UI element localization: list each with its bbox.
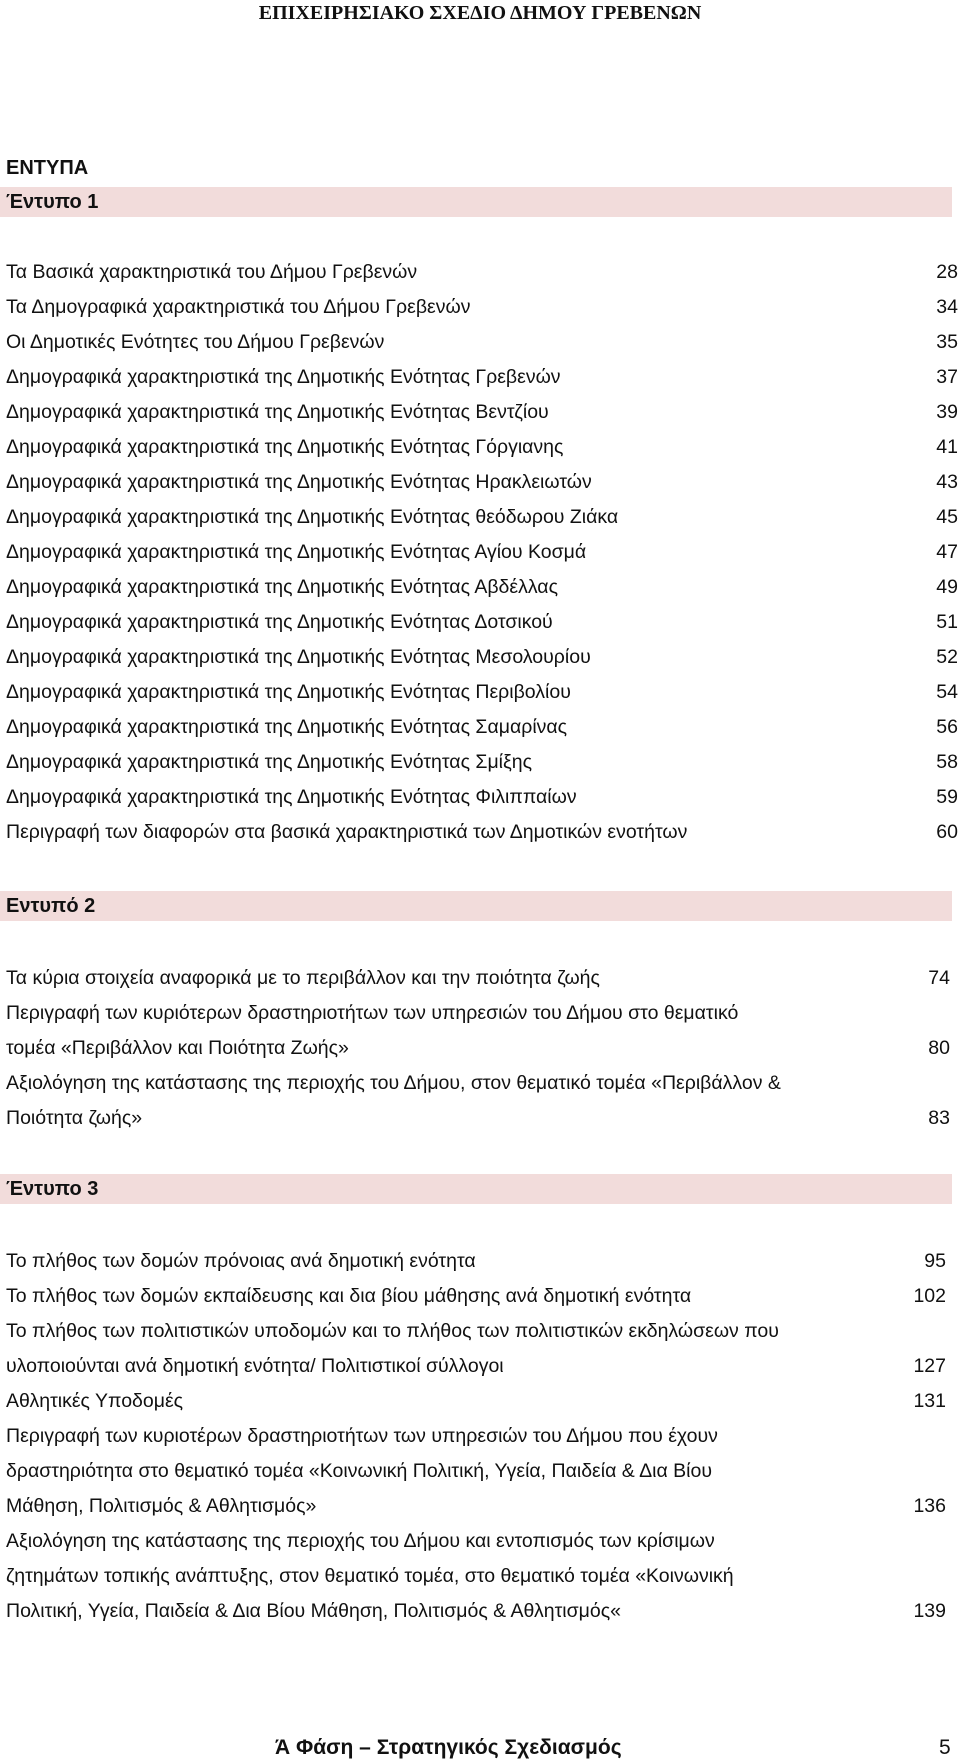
toc-entry-page-number: 28 xyxy=(936,261,958,283)
toc-entry-title: Δημογραφικά χαρακτηριστικά της Δημοτικής Ενότητας Σμίξης xyxy=(6,751,532,773)
toc-entry xyxy=(0,640,960,675)
toc-entry-page-number: 45 xyxy=(936,506,958,528)
toc-entry xyxy=(0,605,960,640)
footer-page-number: 5 xyxy=(939,1736,951,1759)
toc-list-section-1 xyxy=(0,255,960,850)
toc-entry-page-number: 95 xyxy=(924,1250,946,1272)
section-heading-entypo-3: Έντυπο 3 xyxy=(0,1174,952,1204)
toc-entry-title: δραστηριότητα στο θεματικό τομέα «Κοινωνική Πολιτική, Υγεία, Παιδεία & Δια Βίου xyxy=(6,1460,713,1482)
toc-entry-title: Μάθηση, Πολιτισμός & Αθλητισμός» xyxy=(6,1495,317,1517)
toc-entry-page-number: 37 xyxy=(936,366,958,388)
toc-entry-title: Περιγραφή των κυριοτέρων δραστηριοτήτων των υπηρεσιών του Δήμου που έχουν xyxy=(6,1425,718,1447)
toc-entry-title: Περιγραφή των κυριότερων δραστηριοτήτων των υπηρεσιών του Δήμου στο θεματικό xyxy=(6,1002,739,1024)
toc-entry xyxy=(0,325,960,360)
toc-entry-page-number: 43 xyxy=(936,471,958,493)
toc-entry-title: Δημογραφικά χαρακτηριστικά της Δημοτικής Ενότητας Αγίου Κοσμά xyxy=(6,541,587,563)
toc-entry-page-number: 47 xyxy=(936,541,958,563)
toc-entry xyxy=(0,1419,960,1524)
toc-entry-page-number: 34 xyxy=(936,296,958,318)
toc-entry-title: Αξιολόγηση της κατάστασης της περιοχής του Δήμου και εντοπισμός των κρίσιμων xyxy=(6,1530,715,1552)
toc-entry xyxy=(0,780,960,815)
toc-entry xyxy=(0,675,960,710)
header-title: ΕΠΙΧΕΙΡΗΣΙΑΚΟ ΣΧΕΔΙΟ ΔΗΜΟΥ ΓΡΕΒΕΝΩΝ xyxy=(258,2,702,24)
toc-entry-page-number: 102 xyxy=(913,1285,946,1307)
toc-entry xyxy=(0,1244,960,1279)
toc-entry-page-number: 60 xyxy=(936,821,958,843)
toc-entry-page-number: 49 xyxy=(936,576,958,598)
toc-entry xyxy=(0,570,960,605)
toc-entry-title: ζητημάτων τοπικής ανάπτυξης, στον θεματικό τομέα, στο θεματικό τομέα «Κοινωνική xyxy=(6,1565,734,1587)
footer-phase-title: Ά Φάση – Στρατηγικός Σχεδιασμός xyxy=(275,1736,622,1759)
toc-entry-title: Δημογραφικά χαρακτηριστικά της Δημοτικής Ενότητας Μεσολουρίου xyxy=(6,646,591,668)
toc-entry xyxy=(0,996,960,1066)
toc-entry xyxy=(0,1279,960,1314)
toc-entry xyxy=(0,535,960,570)
toc-entry-page-number: 136 xyxy=(913,1495,946,1517)
toc-entry-page-number: 74 xyxy=(928,967,950,989)
toc-entry-title: Δημογραφικά χαρακτηριστικά της Δημοτικής Ενότητας Γρεβενών xyxy=(6,366,561,388)
toc-entry-title: Δημογραφικά χαρακτηριστικά της Δημοτικής Ενότητας Σαμαρίνας xyxy=(6,716,568,738)
toc-entry xyxy=(0,430,960,465)
toc-entry xyxy=(0,255,960,290)
toc-entry-title: Δημογραφικά χαρακτηριστικά της Δημοτικής Ενότητας Δοτσικού xyxy=(6,611,553,633)
toc-entry-page-number: 83 xyxy=(928,1107,950,1129)
toc-list-section-3 xyxy=(0,1244,960,1629)
toc-entry xyxy=(0,290,960,325)
toc-entry-title: Τα Δημογραφικά χαρακτηριστικά του Δήμου Γρεβενών xyxy=(6,296,471,318)
toc-entry xyxy=(0,395,960,430)
section-heading-entypo-1: Έντυπο 1 xyxy=(0,187,952,217)
toc-entry xyxy=(0,961,960,996)
toc-entry-page-number: 59 xyxy=(936,786,958,808)
toc-entry-page-number: 139 xyxy=(913,1600,946,1622)
toc-entry-title: Δημογραφικά χαρακτηριστικά της Δημοτικής Ενότητας Περιβολίου xyxy=(6,681,571,703)
toc-entry-title: Οι Δημοτικές Ενότητες του Δήμου Γρεβενών xyxy=(6,331,385,353)
toc-entry-title: Το πλήθος των πολιτιστικών υποδομών και το πλήθος των πολιτιστικών εκδηλώσεων που xyxy=(6,1320,779,1342)
toc-entry-title: Δημογραφικά χαρακτηριστικά της Δημοτικής Ενότητας Φιλιππαίων xyxy=(6,786,577,808)
toc-entry xyxy=(0,1524,960,1629)
toc-entry-title: τομέα «Περιβάλλον και Ποιότητα Ζωής» xyxy=(6,1037,349,1059)
toc-entry xyxy=(0,1314,960,1384)
section-heading-entypo-2: Εντυπό 2 xyxy=(0,891,952,921)
toc-entry-title: Πολιτική, Υγεία, Παιδεία & Δια Βίου Μάθηση, Πολιτισμός & Αθλητισμός« xyxy=(6,1600,621,1622)
toc-entry-page-number: 52 xyxy=(936,646,958,668)
toc-entry-page-number: 58 xyxy=(936,751,958,773)
toc-entry-page-number: 56 xyxy=(936,716,958,738)
toc-entry xyxy=(0,360,960,395)
toc-entry-title: Αξιολόγηση της κατάστασης της περιοχής του Δήμου, στον θεματικό τομέα «Περιβάλλον & xyxy=(6,1072,781,1094)
toc-entry-title: Ποιότητα ζωής» xyxy=(6,1107,143,1129)
toc-entry-page-number: 127 xyxy=(913,1355,946,1377)
toc-entry xyxy=(0,1384,960,1419)
toc-entry-title: Δημογραφικά χαρακτηριστικά της Δημοτικής Ενότητας Γόργιανης xyxy=(6,436,564,458)
toc-entry-title: Δημογραφικά χαρακτηριστικά της Δημοτικής Ενότητας θεόδωρου Ζιάκα xyxy=(6,506,619,528)
toc-entry-title: υλοποιούνται ανά δημοτική ενότητα/ Πολιτιστικοί σύλλογοι xyxy=(6,1355,504,1377)
toc-entry-title: Το πλήθος των δομών πρόνοιας ανά δημοτική ενότητα xyxy=(6,1250,476,1272)
toc-entry-title: Τα κύρια στοιχεία αναφορικά με το περιβάλλον και την ποιότητα ζωής xyxy=(6,967,600,989)
toc-entry xyxy=(0,1066,960,1136)
toc-entry xyxy=(0,815,960,850)
toc-entry-page-number: 39 xyxy=(936,401,958,423)
document-heading: ΕΝΤΥΠΑ xyxy=(6,157,89,179)
toc-entry-title: Αθλητικές Υποδομές xyxy=(6,1390,184,1412)
toc-entry-title: Το πλήθος των δομών εκπαίδευσης και δια βίου μάθησης ανά δημοτική ενότητα xyxy=(6,1285,692,1307)
toc-entry-title: Τα Βασικά χαρακτηριστικά του Δήμου Γρεβενών xyxy=(6,261,418,283)
toc-entry xyxy=(0,500,960,535)
toc-entry-title: Δημογραφικά χαρακτηριστικά της Δημοτικής Ενότητας Βεντζίου xyxy=(6,401,549,423)
toc-entry xyxy=(0,465,960,500)
toc-entry-page-number: 131 xyxy=(913,1390,946,1412)
toc-entry-title: Δημογραφικά χαρακτηριστικά της Δημοτικής Ενότητας Ηρακλειωτών xyxy=(6,471,592,493)
toc-entry-page-number: 51 xyxy=(936,611,958,633)
toc-entry-page-number: 41 xyxy=(936,436,958,458)
toc-entry-page-number: 35 xyxy=(936,331,958,353)
toc-list-section-2 xyxy=(0,961,960,1136)
toc-entry-title: Περιγραφή των διαφορών στα βασικά χαρακτηριστικά των Δημοτικών ενοτήτων xyxy=(6,821,688,843)
toc-entry xyxy=(0,745,960,780)
toc-entry xyxy=(0,710,960,745)
toc-entry-page-number: 80 xyxy=(928,1037,950,1059)
toc-entry-page-number: 54 xyxy=(936,681,958,703)
toc-entry-title: Δημογραφικά χαρακτηριστικά της Δημοτικής Ενότητας Αβδέλλας xyxy=(6,576,558,598)
